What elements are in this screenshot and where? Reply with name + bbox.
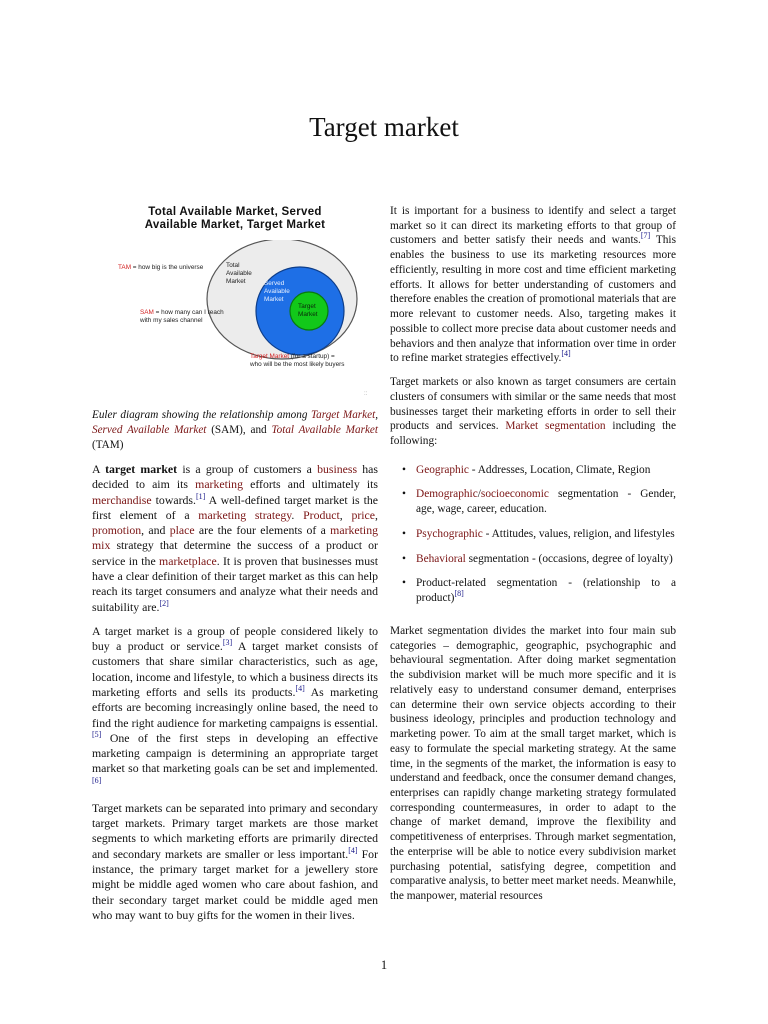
citation[interactable]: [4] [295,684,305,694]
citation[interactable]: [4] [348,845,358,855]
caption-link-served-available-market[interactable]: Served Available Market [92,424,207,436]
sam-label [140,309,224,316]
circle-target-line-2: Market [298,311,318,318]
euler-diagram-figure [92,200,378,400]
link-psychographic[interactable]: Psychographic [416,527,483,540]
circle-total-line-1: Total [226,262,240,269]
link-marketing[interactable]: marketing [195,477,243,492]
tm-desc-2: who will be the most likely buyers [250,361,345,368]
list-item: • Psychographic - Attitudes, values, religion, and lifestyles [390,527,676,542]
circle-total-line-2: Available [226,270,252,277]
tam-label [118,264,204,271]
link-socioeconomic[interactable]: socioeconomic [480,488,549,501]
page-number: 1 [380,958,388,972]
circle-target-line-1: Target [298,303,316,310]
citation[interactable]: [4] [561,349,571,359]
euler-diagram [92,240,378,400]
citation[interactable]: [5] [92,729,102,739]
caption-link-target-market[interactable]: Target Market [310,409,376,421]
link-marketing-strategy[interactable]: marketing strategy [198,507,292,522]
target-market-label [250,353,335,360]
page-title: Target market [309,112,459,142]
citation[interactable]: [6] [92,775,102,785]
caption-link-total-available-market[interactable]: Total Available Market [271,424,378,436]
figure-title [92,206,378,231]
link-market-segmentation[interactable]: Market segmentation [505,420,606,433]
paragraph-1: A target market is a group of customers a business has decided to aim its marketing efforts and ultimately its merchandise towards.[1] A well-defined target market is the first element of a marketing strategy. Product, price, promotion, and place are the four elements of a marketing mix strategy that determine the success of a product or service in the marketplace. It is proven that businesses must have a clear definition of their target market as this can help reach its target consumers and analyze what their needs and suitability are.[2] [92,462,379,614]
tam-abbr: TAM [118,264,132,271]
sam-desc-2: with my sales channel [140,317,203,324]
link-price[interactable]: price [351,507,376,522]
link-business[interactable]: business [317,462,358,476]
list-item: • Behavioral segmentation - (occasions, degree of loyalty) [390,552,676,567]
segmentation-list [390,463,676,606]
circle-served-line-2: Available [264,288,290,295]
link-merchandise[interactable]: merchandise [92,492,152,507]
list-item: • Demographic/socioeconomic segmentation - Gender, age, wage, career, education. [390,487,676,516]
paragraph-3: Target markets can be separated into primary and secondary target markets. Primary target markets are those market segments to which marketing efforts are primarily directed and secondary markets are smaller or less important.[4] For instance, the primary target market for a jewellery store might be middle aged women who care about fashion, and their secondary target market could be middle aged men who may want to buy gifts for the women in their lives. [92,800,378,922]
left-column [92,200,378,932]
link-demographic[interactable]: Demographic [416,488,478,501]
figure-caption: Euler diagram showing the relationship among Target Market, Served Available Market (SAM), and Total Available Market (TAM) [92,409,379,451]
link-product[interactable]: Product [303,507,340,522]
list-item: • Product-related segmentation - (relationship to a product)[8] [390,576,676,605]
circle-served-line-1: Served [264,280,285,287]
paragraph-6: Market segmentation divides the market into four main sub categories – demographic, geographic, psychographic and behavioural segmentation. After doing market segmentation the subdivision market will be much more specific and it is relatively easy to understand consumer demand, enterprises can determine their own service objects according to their business ideology, principles and production technology and marketing power. To aim at the small target market, which is easy to formulate the special marketing strategy. At the same time, in the segments of the market, the information is easy to understand and feedback, once the consumer demand changes, enterprises can rapidly change marketing strategy formulated corresponding countermeasures, in order to adapt to the change of market demand, improve the flexibility and competitiveness of enterprises. Through market segmentation, the enterprise will be able to notice every subdivision market purchasing potential, satisfying degree, competition and comparative analysis, to better meet market needs. Meanwhile, the manpower, material resources [390,624,677,903]
paragraph-2: A target market is a group of people considered likely to buy a product or service.[3] A target market consists of customers that share similar characteristics, such as age, location, income and lifestyle, to which a business directs its marketing efforts and sells its products.[4] As marketing efforts are becoming increasingly online based, the need to find the right audience for marketing campaigns is essential.[5] One of the first steps in developing an effective marketing campaign is determining an appropriate target market so that marketing goals can be set and implemented.[6] [92,623,379,785]
tm-label: Target Market [250,353,290,360]
sam-abbr: SAM [140,309,154,316]
list-item: • Geographic - Addresses, Location, Climate, Region [390,463,676,478]
citation[interactable]: [3] [222,638,233,648]
link-geographic[interactable]: Geographic [416,463,469,476]
tm-desc-1: (for a startup) = [289,353,335,360]
link-marketing-mix[interactable]: marketing mix [92,523,378,553]
citation[interactable]: [2] [159,598,169,608]
link-behavioral[interactable]: Behavioral [416,552,466,565]
right-column [390,204,676,913]
link-place[interactable]: place [169,523,195,538]
figure-title-line-1: Total Available Market, Served [148,206,322,218]
paragraph-4: It is important for a business to identify and select a target market so it can direct its marketing efforts to that group of customers and better satisfy their needs and wants.[7] This enables the business to use its marketing resources more efficiently, resulting in more cost and time efficient marketing efforts. It allows for better understanding of customers and therefore enables the creation of promotional materials that are more relevant to customer needs. Also, targeting makes it possible to collect more precise data about customer needs and behaviors and then analyze that information over time in order to refine market strategies effectively.[4] [390,205,676,365]
figure-title-line-2: Available Market, Target Market [144,218,326,231]
tam-desc: = how big is the universe [131,264,204,271]
circle-served-line-3: Market [264,296,284,303]
link-marketplace[interactable]: marketplace [159,553,217,568]
term-target-market: target market [105,462,178,476]
circle-total-line-3: Market [226,278,246,285]
sam-desc-1: = how many can I reach [153,309,224,316]
paragraph-5: Target markets or also known as target consumers are certain clusters of consumers with similar or the same needs that most businesses target their marketing efforts in order to sell their products and services. Market segmentation including the following: [390,376,676,448]
citation[interactable]: [8] [454,589,464,599]
citation[interactable]: [7] [640,231,651,241]
figure-marker: :: [364,391,368,397]
link-promotion[interactable]: promotion [92,523,142,538]
citation[interactable]: [1] [195,491,206,501]
